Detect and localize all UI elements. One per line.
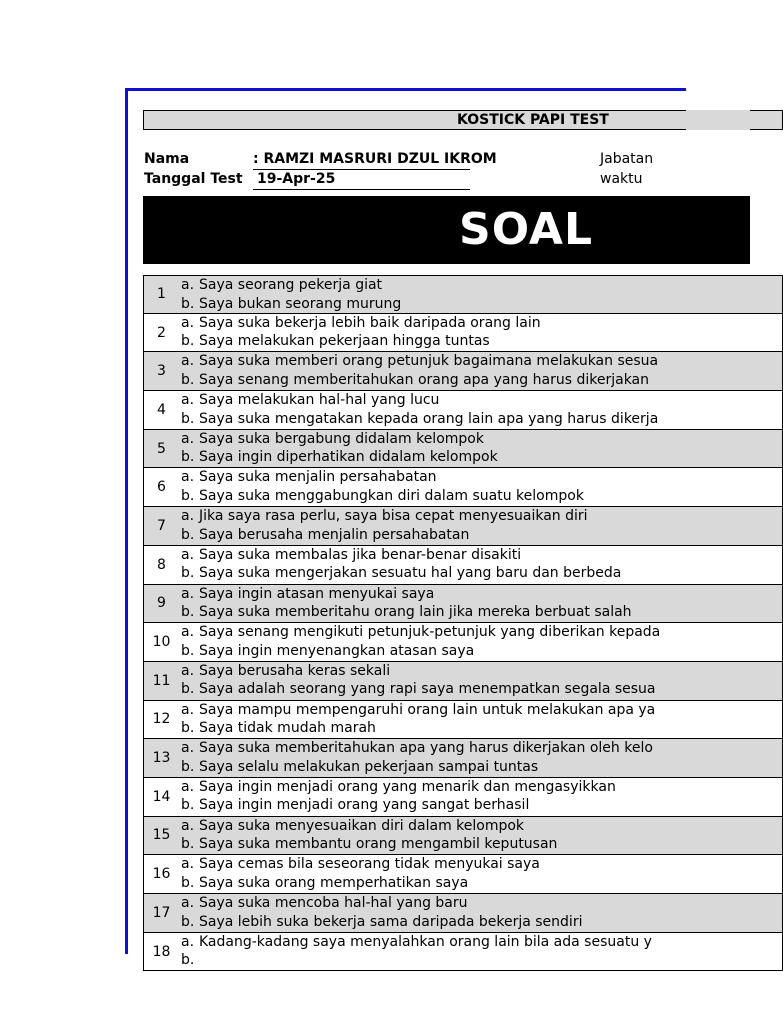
question-row: [143, 314, 783, 353]
option-a-text: Kadang-kadang saya menyalahkan orang lain bila ada sesuatu y: [199, 933, 652, 950]
option-b-label: b.: [181, 758, 195, 775]
question-row: [143, 546, 783, 585]
option-b: [181, 642, 474, 660]
option-a-text: Jika saya rasa perlu, saya bisa cepat menyesuaikan diri: [199, 508, 588, 525]
soal-banner: [143, 196, 750, 264]
option-b-text: Saya adalah seorang yang rapi saya menempatkan segala sesua: [199, 681, 656, 698]
option-a-text: Saya cemas bila seseorang tidak menyukai saya: [199, 856, 540, 873]
option-a-text: Saya senang mengikuti petunjuk-petunjuk yang diberikan kepada: [199, 624, 661, 641]
option-a-text: Saya suka memberitahukan apa yang harus dikerjakan oleh kelo: [199, 740, 653, 757]
option-a-label: a.: [181, 277, 195, 293]
option-b-label: b.: [181, 410, 195, 427]
question-number: 10: [152, 634, 171, 651]
option-a-label: a.: [181, 624, 195, 641]
option-a-text: Saya ingin menjadi orang yang menarik dan mengasyikkan: [199, 778, 616, 795]
option-a: [181, 468, 437, 486]
option-a-label: a.: [181, 508, 195, 525]
option-b: [181, 332, 490, 350]
option-b-label: b.: [181, 836, 195, 853]
option-a-label: a.: [181, 856, 195, 873]
option-b-text: Saya bukan seorang murung: [199, 295, 402, 312]
option-b-label: b.: [181, 720, 195, 737]
tanggal-value: 19-Apr-25: [257, 171, 336, 187]
option-b: [181, 951, 199, 969]
option-a-text: Saya suka menjalin persahabatan: [199, 469, 437, 486]
question-row: [143, 739, 783, 778]
option-b: [181, 410, 658, 428]
option-b: [181, 295, 401, 313]
option-a-label: a.: [181, 353, 195, 370]
option-b: [181, 719, 376, 737]
test-title: KOSTICK PAPI TEST: [457, 112, 609, 128]
question-number: 14: [152, 788, 171, 805]
option-a-label: a.: [181, 392, 195, 409]
option-b-label: b.: [181, 295, 195, 312]
option-b-label: b.: [181, 797, 195, 814]
option-b-text: Saya ingin diperhatikan didalam kelompok: [199, 449, 498, 466]
option-a: [181, 739, 653, 757]
option-b-text: Saya tidak mudah marah: [199, 720, 376, 737]
option-b-text: Saya selalu melakukan pekerjaan sampai tuntas: [199, 758, 539, 775]
option-a: [181, 430, 484, 448]
waktu-label: waktu: [600, 171, 643, 187]
option-b-label: b.: [181, 874, 195, 891]
option-a: [181, 817, 524, 835]
option-b: [181, 758, 538, 776]
option-b-text: Saya suka orang memperhatikan saya: [199, 874, 469, 891]
soal-banner-text: SOAL: [459, 204, 594, 255]
option-a-label: a.: [181, 662, 195, 679]
option-a: [181, 933, 652, 951]
question-table: [143, 275, 783, 971]
option-b-text: Saya suka membantu orang mengambil keputusan: [199, 836, 558, 853]
option-a: [181, 546, 521, 564]
option-b: [181, 680, 656, 698]
option-b-label: b.: [181, 604, 195, 620]
jabatan-label: Jabatan: [600, 151, 654, 167]
option-a-label: a.: [181, 817, 195, 834]
tanggal-label: Tanggal Test: [144, 171, 243, 187]
question-row: [143, 391, 783, 430]
question-row: [143, 623, 783, 662]
page-border-left: [125, 88, 128, 954]
option-b-text: Saya lebih suka bekerja sama daripada bekerja sendiri: [199, 913, 583, 930]
option-a-text: Saya mampu mempengaruhi orang lain untuk melakukan apa ya: [199, 701, 656, 718]
question-number: 12: [152, 711, 171, 728]
question-row: [143, 507, 783, 546]
nama-label: Nama: [144, 151, 190, 167]
question-number: 7: [157, 517, 166, 534]
option-a: [181, 701, 655, 719]
nama-underline: [253, 169, 470, 170]
option-b-text: Saya berusaha menjalin persahabatan: [199, 526, 470, 543]
option-b-text: Saya senang memberitahukan orang apa yang harus dikerjakan: [199, 371, 650, 388]
option-a-text: Saya suka menyesuaikan diri dalam kelompok: [199, 817, 525, 834]
question-row: [143, 275, 783, 314]
question-row: [143, 585, 783, 624]
option-b: [181, 448, 498, 466]
option-a-label: a.: [181, 585, 195, 602]
option-b: [181, 603, 632, 621]
option-b: [181, 371, 649, 389]
option-b: [181, 796, 529, 814]
option-a: [181, 314, 541, 332]
option-a-text: Saya suka mencoba hal-hal yang baru: [199, 895, 468, 911]
question-number: 3: [157, 363, 166, 380]
option-a-text: Saya suka bekerja lebih baik daripada orang lain: [199, 314, 541, 331]
question-row: [143, 468, 783, 507]
option-a: [181, 507, 588, 525]
page-border-top: [125, 88, 686, 91]
option-b: [181, 487, 584, 505]
option-b-label: b.: [181, 449, 195, 466]
question-number: 4: [157, 401, 166, 418]
option-a-label: a.: [181, 546, 195, 563]
question-number: 17: [152, 904, 171, 921]
option-b: [181, 874, 468, 892]
option-a-text: Saya melakukan hal-hal yang lucu: [199, 392, 440, 409]
option-b: [181, 835, 557, 853]
option-a-label: a.: [181, 314, 195, 331]
question-number: 9: [157, 595, 166, 612]
option-a-label: a.: [181, 701, 195, 718]
option-a: [181, 662, 390, 680]
question-number: 2: [157, 324, 166, 341]
option-b-label: b.: [181, 642, 195, 659]
option-b-label: b.: [181, 913, 195, 930]
question-row: [143, 894, 783, 933]
question-number: 1: [157, 286, 166, 303]
option-a-label: a.: [181, 778, 195, 795]
option-b-text: Saya suka menggabungkan diri dalam suatu kelompok: [199, 487, 584, 504]
question-number: 5: [157, 440, 166, 457]
option-a: [181, 778, 616, 796]
option-a: [181, 352, 658, 370]
option-a-text: Saya seorang pekerja giat: [199, 277, 383, 293]
option-a-label: a.: [181, 933, 195, 950]
option-a-text: Saya ingin atasan menyukai saya: [199, 585, 435, 602]
question-row: [143, 352, 783, 391]
option-b-label: b.: [181, 681, 195, 698]
option-a-label: a.: [181, 469, 195, 486]
question-number: 11: [152, 672, 171, 689]
option-b-label: b.: [181, 565, 195, 582]
question-number: 8: [157, 556, 166, 573]
tanggal-underline: [253, 189, 470, 190]
question-number: 15: [152, 827, 171, 844]
option-a: [181, 391, 439, 409]
question-number: 6: [157, 479, 166, 496]
option-b: [181, 526, 469, 544]
option-a-text: Saya suka memberi orang petunjuk bagaimana melakukan sesua: [199, 353, 659, 370]
option-b-text: Saya ingin menyenangkan atasan saya: [199, 642, 475, 659]
title-bar-extension: [686, 110, 750, 130]
option-b-label: b.: [181, 333, 195, 350]
option-a-text: Saya berusaha keras sekali: [199, 662, 391, 679]
option-a-label: a.: [181, 895, 195, 911]
option-a: [181, 855, 540, 873]
option-b-label: b.: [181, 371, 195, 388]
nama-value: : RAMZI MASRURI DZUL IKROM: [253, 151, 497, 167]
question-row: [143, 778, 783, 817]
option-a: [181, 623, 660, 641]
option-a-label: a.: [181, 740, 195, 757]
option-b: [181, 913, 582, 931]
question-row: [143, 430, 783, 469]
question-row: [143, 701, 783, 740]
option-b-label: b.: [181, 487, 195, 504]
option-b-text: Saya ingin menjadi orang yang sangat berhasil: [199, 797, 530, 814]
question-number: 13: [152, 750, 171, 767]
question-row: [143, 933, 783, 972]
option-b: [181, 564, 621, 582]
option-a: [181, 276, 382, 294]
option-b-label: b.: [181, 952, 195, 969]
question-row: [143, 662, 783, 701]
option-b-text: Saya suka memberitahu orang lain jika mereka berbuat salah: [199, 604, 632, 620]
option-a: [181, 894, 468, 912]
option-b-label: b.: [181, 526, 195, 543]
option-b-text: Saya suka mengatakan kepada orang lain apa yang harus dikerja: [199, 410, 659, 427]
option-a: [181, 585, 434, 603]
question-row: [143, 855, 783, 894]
question-row: [143, 817, 783, 856]
option-b-text: Saya suka mengerjakan sesuatu hal yang baru dan berbeda: [199, 565, 622, 582]
option-a-text: Saya suka bergabung didalam kelompok: [199, 430, 484, 447]
option-a-label: a.: [181, 430, 195, 447]
option-a-text: Saya suka membalas jika benar-benar disakiti: [199, 546, 522, 563]
option-b-text: Saya melakukan pekerjaan hingga tuntas: [199, 333, 490, 350]
question-number: 18: [152, 943, 171, 960]
question-number: 16: [152, 866, 171, 883]
